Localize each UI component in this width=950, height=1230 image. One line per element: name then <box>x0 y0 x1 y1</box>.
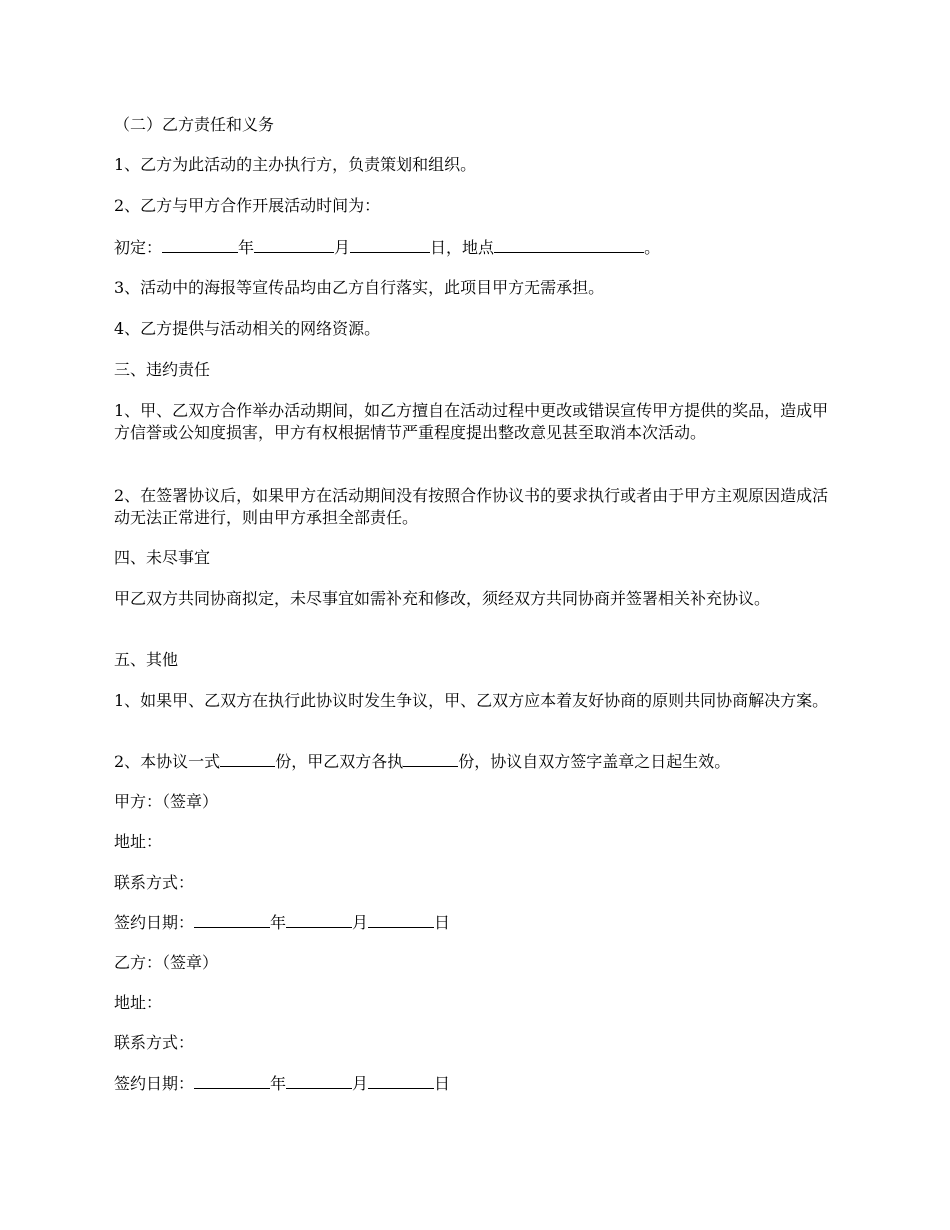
party-a-date <box>114 911 844 934</box>
blank-line <box>368 1072 434 1089</box>
month-label: 月 <box>334 238 351 257</box>
blank-line <box>162 236 238 253</box>
copies-text: 份，甲乙双方各执 <box>275 752 404 771</box>
party-a-sign: 甲方：（签章） <box>114 792 219 811</box>
party-b-address: 地址： <box>114 993 163 1012</box>
date-label: 签约日期： <box>114 913 195 932</box>
blank-line <box>286 911 352 928</box>
party-b-sign: 乙方：（签章） <box>114 953 219 972</box>
paragraph: 2、在签署协议后，如果甲方在活动期间没有按照合作协议书的要求执行或者由于甲方主观原因造成活动无法正常进行，则由甲方承担全部责任。 <box>114 486 829 527</box>
paragraph: 4、乙方提供与活动相关的网络资源。 <box>114 319 381 338</box>
blank-line <box>254 236 334 253</box>
section-heading: （二）乙方责任和义务 <box>114 115 275 134</box>
copies-text: 份，协议自双方签字盖章之日起生效。 <box>458 752 731 771</box>
schedule-prefix: 初定： <box>114 238 163 257</box>
blank-line <box>194 911 270 928</box>
party-a-contact: 联系方式： <box>114 873 195 892</box>
blank-line <box>494 236 644 253</box>
party-a-address: 地址： <box>114 832 163 851</box>
blank-line <box>286 1072 352 1089</box>
year-label: 年 <box>270 1074 287 1093</box>
day-location-label: 日，地点 <box>430 238 495 257</box>
copies-text: 2、本协议一式 <box>114 752 221 771</box>
month-label: 月 <box>352 913 369 932</box>
date-label: 签约日期： <box>114 1074 195 1093</box>
party-b-date <box>114 1072 844 1095</box>
month-label: 月 <box>352 1074 369 1093</box>
blank-line <box>368 911 434 928</box>
day-label: 日 <box>434 1074 451 1093</box>
paragraph: 甲乙双方共同协商拟定，未尽事宜如需补充和修改，须经双方共同协商并签署相关补充协议。 <box>114 589 771 608</box>
blank-line <box>220 750 275 767</box>
blank-line <box>403 750 458 767</box>
year-label: 年 <box>270 913 287 932</box>
section-heading: 四、未尽事宜 <box>114 548 211 567</box>
copies-line <box>114 750 844 773</box>
year-label: 年 <box>238 238 255 257</box>
schedule-line <box>114 236 844 259</box>
section-heading: 五、其他 <box>114 650 179 669</box>
blank-line <box>194 1072 270 1089</box>
section-heading: 三、违约责任 <box>114 360 211 379</box>
paragraph: 2、乙方与甲方合作开展活动时间为： <box>114 196 381 215</box>
paragraph: 1、如果甲、乙双方在执行此协议时发生争议，甲、乙双方应本着友好协商的原则共同协商解决方案。 <box>114 691 829 710</box>
blank-line <box>350 236 430 253</box>
period: 。 <box>644 238 661 257</box>
paragraph: 3、活动中的海报等宣传品均由乙方自行落实，此项目甲方无需承担。 <box>114 278 605 297</box>
party-b-contact: 联系方式： <box>114 1033 195 1052</box>
paragraph: 1、甲、乙双方合作举办活动期间，如乙方擅自在活动过程中更改或错误宣传甲方提供的奖品，造成甲方信誉或公知度损害，甲方有权根据情节严重程度提出整改意见甚至取消本次活动。 <box>114 401 829 442</box>
paragraph: 1、乙方为此活动的主办执行方，负责策划和组织。 <box>114 155 477 174</box>
day-label: 日 <box>434 913 451 932</box>
